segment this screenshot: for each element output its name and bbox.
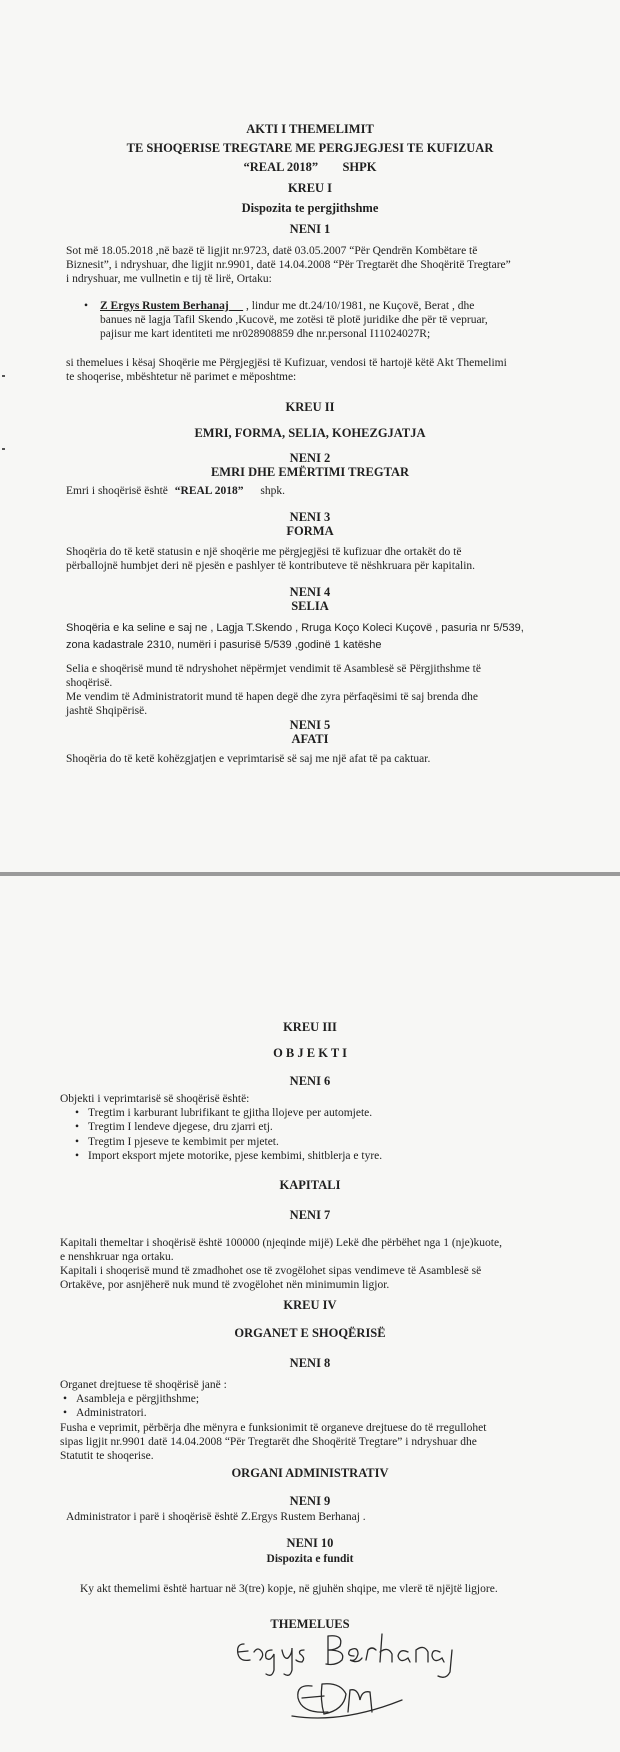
kreu-1-title: Dispozita te pergjithshme	[241, 201, 379, 215]
neni-4-heading: NENI 4	[289, 585, 331, 599]
company-suffix: shpk.	[260, 485, 285, 497]
text-line: Sot më 18.05.2018 ,në bazë të ligjit nr.9723, datë 03.05.2007 “Për Qendrën Kombëtare të	[66, 245, 478, 257]
text-line: Kapitali i shoqerisë mund të zmadhohet ose të zvogëlohet sipas vendimeve të Asamblesë së	[60, 1265, 482, 1277]
neni-10-heading: NENI 10	[286, 1536, 334, 1550]
text-line: Me vendim të Administratorit mund të hapen degë dhe zyra përfaqësimi të saj brenda dhe	[66, 691, 478, 703]
neni-4-title: SELIA	[291, 599, 329, 613]
founder-bullet	[84, 299, 488, 341]
neni-8-intro: Organet drejtuese të shoqërisë janë :	[60, 1379, 227, 1391]
neni-3-title: FORMA	[286, 524, 334, 538]
text-line: Emri i shoqërisë është	[66, 485, 168, 497]
text-line: jashtë Shqipërisë.	[66, 705, 148, 717]
bullet-icon: •	[84, 300, 89, 312]
neni-1-text	[66, 244, 511, 286]
sig-stroke-mark-d	[321, 1684, 346, 1714]
sig-stroke-s	[296, 1650, 304, 1662]
founder-name-underline	[229, 300, 243, 312]
kreu-3-title: O B J E K T I	[273, 1046, 347, 1060]
kreu-3-heading: KREU III	[283, 1020, 337, 1034]
text-line: sipas ligjit nr.9901 datë 14.04.2008 “Për Tregtarët dhe Shoqëritë Tregtare” i ndryshuar dhe	[60, 1436, 477, 1448]
neni-10-title: Dispozita e fundit	[266, 1553, 354, 1565]
intro-text	[66, 356, 507, 384]
neni-2-title: EMRI DHE EMËRTIMI TREGTAR	[210, 465, 410, 479]
text-line: Fusha e veprimit, përbërja dhe mënyra e funksionimit të organeve drejtuese do të rregullohet	[60, 1422, 487, 1434]
text-line: Shoqëria do të ketë statusin e një shoqërie me përgjegjësi të kufizuar dhe ortakët do të	[66, 546, 462, 558]
kreu-4-title: ORGANET E SHOQËRISË	[234, 1326, 386, 1340]
text-line: pajisur me kart identiteti me nr028908859 dhe nr.personal I11024027R;	[100, 328, 431, 340]
founder-signature	[232, 1630, 462, 1730]
sig-stroke-e	[238, 1644, 250, 1660]
text-line: Kapitali themeltar i shoqërisë është 100000 (njeqinde mijë) Lekë dhe përbëhet nga 1 (nje)kuote,	[60, 1237, 502, 1249]
neni-6-heading: NENI 6	[289, 1074, 331, 1088]
list-item: • Tregtim I pjeseve te kembimit per mjetet.	[72, 1135, 382, 1149]
document-page-1	[0, 0, 620, 872]
company-type: SHPK	[342, 160, 377, 174]
text-line: zona kadastrale 2310, numëri i pasurisë 5/539 ,godinë 1 katëshe	[66, 639, 382, 651]
text-line: te shoqerise, mbështetur në parimet e mëposhtme:	[66, 371, 297, 383]
title-shoqerise: TE SHOQERISE TREGTARE ME PERGJEGJESI TE KUFIZUAR	[126, 141, 494, 155]
text-line: Biznesit”, i ndryshuar, dhe ligjit nr.9901, datë 14.04.2008 “Për Tregtarët dhe Shoqëritë Tregtare”	[66, 259, 511, 271]
sig-stroke-e2	[349, 1649, 362, 1662]
sig-stroke-y	[282, 1648, 292, 1675]
scan-speck	[2, 375, 5, 377]
neni-8-text	[60, 1421, 486, 1463]
sig-stroke-g	[266, 1650, 274, 1675]
neni-5-heading: NENI 5	[289, 718, 331, 732]
founder-name: Z Ergys Rustem Berhanaj	[100, 300, 229, 312]
kreu-2-title: EMRI, FORMA, SELIA, KOHEZGJATJA	[194, 426, 426, 440]
sig-stroke-a2	[432, 1651, 444, 1662]
founder-first-line	[84, 299, 488, 313]
kapitali-heading: KAPITALI	[279, 1178, 341, 1192]
text-line: Ortakëve, por asnjëherë nuk mund të zvogëlohet nën minimumin ligjor.	[60, 1279, 390, 1291]
kreu-2-heading: KREU II	[285, 400, 335, 414]
kreu-4-heading: KREU IV	[283, 1298, 337, 1312]
neni-5-title: AFATI	[291, 732, 329, 746]
neni-6-list	[72, 1106, 382, 1164]
sig-stroke-r	[254, 1649, 263, 1660]
company-name-ref: “REAL 2018”	[174, 485, 244, 497]
neni-9-heading: NENI 9	[289, 1494, 331, 1508]
sig-stroke-b	[326, 1636, 343, 1665]
text-line: përballojnë humbjet deri në pjesën e pashlyer të kontributeve të nëshkruara për kapitalin.	[66, 560, 476, 572]
themelues-label: THEMELUES	[270, 1617, 350, 1631]
organi-heading: ORGANI ADMINISTRATIV	[231, 1466, 389, 1480]
neni-2-heading: NENI 2	[289, 451, 331, 465]
neni-8-heading: NENI 8	[289, 1356, 331, 1370]
company-name-line	[0, 160, 620, 175]
neni-9-text: Administrator i parë i shoqërisë është Z.Ergys Rustem Berhanaj .	[66, 1511, 366, 1523]
neni-5-text: Shoqëria do të ketë kohëzgjatjen e veprimtarisë së saj me një afat të pa caktuar.	[66, 753, 431, 765]
text-line: e nenshkruar nga ortaku.	[60, 1251, 174, 1263]
list-item: • Administratori.	[60, 1406, 199, 1420]
text-line: shoqërisë.	[66, 677, 113, 689]
sig-stroke-underline	[292, 1700, 402, 1718]
neni-2-text	[66, 484, 285, 498]
text-line: Shoqëria e ka seline e saj ne , Lagja T.Skendo , Rruga Koço Koleci Kuçovë , pasuria nr 5/539,	[66, 622, 524, 634]
sig-stroke-r2	[366, 1648, 376, 1660]
neni-4-address	[66, 620, 524, 654]
neni-7-text	[60, 1236, 502, 1292]
text-line: Selia e shoqërisë mund të ndryshohet nëpërmjet vendimit të Asamblesë së Përgjithshme të	[66, 663, 481, 675]
sig-stroke-n	[416, 1647, 428, 1662]
neni-6-intro: Objekti i veprimtarisë së shoqërisë është:	[60, 1093, 250, 1105]
neni-7-heading: NENI 7	[289, 1208, 331, 1222]
neni-3-text	[66, 545, 475, 573]
neni-3-heading: NENI 3	[289, 510, 331, 524]
sig-stroke-a	[398, 1651, 410, 1662]
sig-stroke-mark-m	[348, 1690, 372, 1712]
text-line: Statutit te shoqerise.	[60, 1450, 154, 1462]
neni-10-text: Ky akt themelimi është hartuar në 3(tre) kopje, në gjuhën shqipe, me vlerë të njëjtë ligjore.	[80, 1583, 498, 1595]
sig-stroke-mark-e	[298, 1686, 328, 1712]
list-item: • Tregtim I lendeve djegese, dru zjarri etj.	[72, 1120, 382, 1134]
text-line: si themelues i kësaj Shoqërie me Përgjegjësi të Kufizuar, vendosi të hartojë këtë Akt Themelimi	[66, 357, 507, 369]
kreu-1-heading: KREU I	[287, 181, 333, 195]
sig-stroke-h	[380, 1634, 392, 1662]
title-akti: AKTI I THEMELIMIT	[246, 122, 374, 136]
neni-8-list	[60, 1392, 199, 1421]
scan-speck	[2, 448, 5, 450]
text-line: , lindur me dt.24/10/1981, ne Kuçovë, Berat , dhe	[246, 300, 475, 312]
list-item: • Asambleja e përgjithshme;	[60, 1392, 199, 1406]
neni-1-heading: NENI 1	[289, 222, 331, 236]
list-item: • Tregtim i karburant lubrifikant te gjitha llojeve per automjete.	[72, 1106, 382, 1120]
company-name: “REAL 2018”	[243, 160, 319, 174]
text-line: banues në lagja Tafil Skendo ,Kucovë, me zotësi të plotë juridike dhe për të vepruar,	[100, 314, 488, 326]
text-line: i ndryshuar, me vullnetin e tij të lirë, Ortaku:	[66, 273, 272, 285]
sig-stroke-j	[438, 1650, 452, 1677]
neni-4-text	[66, 662, 481, 718]
list-item: • Import eksport mjete motorike, pjese kembimi, shitblerja e tyre.	[72, 1149, 382, 1163]
